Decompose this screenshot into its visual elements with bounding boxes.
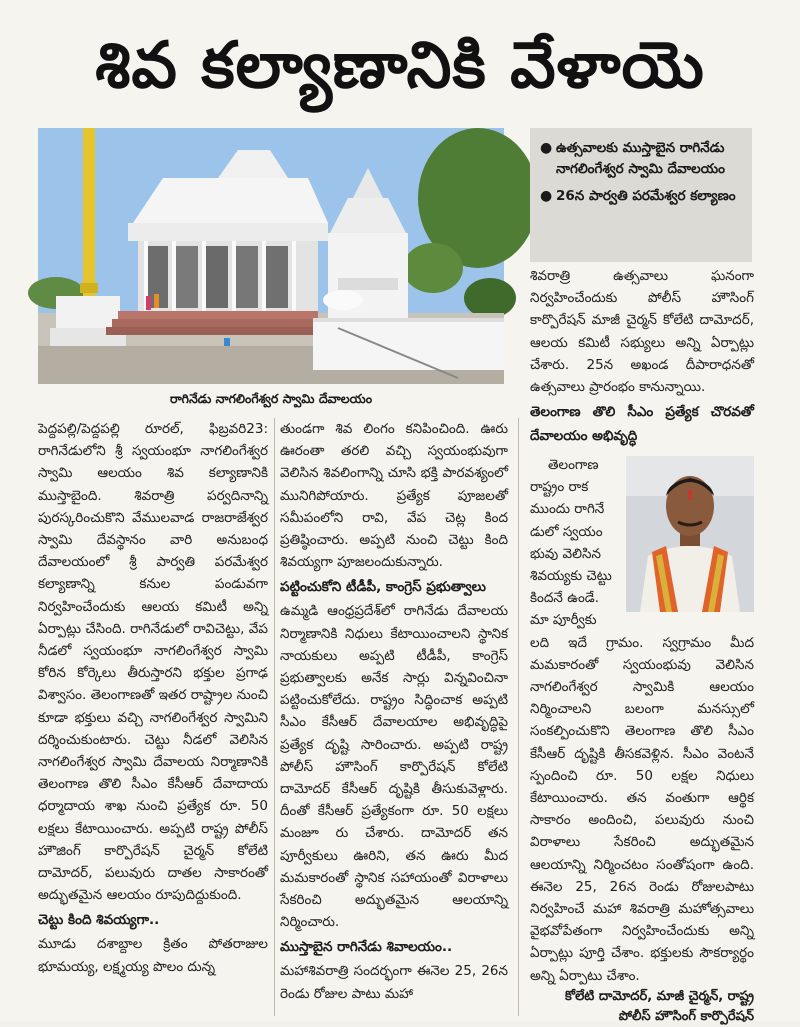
narrow-line: ముందు రాగినే <box>530 501 605 518</box>
bullet-icon: ● <box>540 188 553 204</box>
narrow-line: డులో స్వయం <box>530 523 603 540</box>
highlight-text: ఉత్సవాలకు ముస్తాబైన రాగినేడు నాగలింగేశ్వర స్వామి దేవాలయం <box>556 140 725 177</box>
subheading: చెట్టు కింది శివయ్యగా.. <box>38 912 160 929</box>
paragraph: మూడు దశాబ్దాల క్రితం పోతరాజుల భూమయ్య, లక్ష్మయ్య పొలం దున్న <box>38 936 268 975</box>
highlight-item <box>540 138 742 180</box>
narrow-line: మా పూర్వీకు <box>530 612 597 629</box>
article-column-1 <box>38 418 268 1018</box>
temple-photo <box>38 128 504 384</box>
paragraph: మహాశివరాత్రి సందర్భంగా ఈనెల 25, 26న రెండు రోజుల పాటు మహా <box>280 963 508 1002</box>
narrow-line: రాష్ట్రం రాక <box>530 479 589 496</box>
intro-paragraph: పెద్దపల్లి/పెద్దపల్లి రూరల్, ఫిబ్రవరి23: రాగినేడులోని శ్రీ స్వయంభూ నాగలింగేశ్వర స్వామి ఆలయం శివ కల్యాణానికి ముస్తాబైంది. శివరాత్రి పర్వదినాన్ని పురస్కరించుకొని వేములవాడ రాజరాజేశ్వర స్వామి దేవస్థానం వారి అనుబంధ దేవాలయంలో శ్రీ పార్వతి పరమేశ్వర కల్యాణాన్ని కనుల పండువగా నిర్వహించేందుకు ఆలయ కమిటీ అన్ని ఏర్పాట్లు చేసింది. రాగినేడులో రావిచెట్టు, వేప నీడలో స్వయంభూ నాగలింగేశ్వర స్వామి కోరిన కోర్కెలు తీరుస్తారని భక్తుల ప్రగాఢ విశ్వాసం. తెలంగాణతో ఇతర రాష్ట్రాల నుంచి కూడా భక్తులు వచ్చి నాగలింగేశ్వర స్వామిని దర్శించుకుంటారు. చెట్టు నీడలో వెలిసిన నాగలింగేశ్వర స్వామి దేవాలయ నిర్మాణానికి తెలంగాణ తొలి సీఎం కేసీఆర్ దేవాదాయ ధర్మాదాయ శాఖ నుంచి ప్రత్యేక రూ. 50 లక్షలు కేటాయించారు. అప్పటి రాష్ట్ర పోలీస్ హౌజింగ్ కార్పొరేషన్ చైర్మన్ కోలేటి దామోదర్, పలువురు దాతల సాకారంతో అద్భుతమైన ఆలయం రూపుదిద్దుకుంది. <box>38 421 268 904</box>
damodar-portrait <box>626 456 754 612</box>
paragraph: ఉమ్మడి ఆంధ్రప్రదేశ్‌లో రాగినేడు దేవాలయ నిర్మాణానికి నిధులు కేటాయించాలని స్థానిక నాయకులు అప్పటి టీడీపీ, కాంగ్రెస్ ప్రభుత్వాలకు అనేక సార్లు విన్నవించినా పట్టించుకోలేదు. రాష్ట్రం సిద్ధించాక అప్పటి సీఎం కేసీఆర్ దేవాలయాల అభివృద్ధిపై ప్రత్యేక దృష్టి సారించారు. అప్పటి రాష్ట్ర పోలీస్ హౌసింగ్ కార్పొరేషన్ కోలేటి దామోదర్ కేసీఆర్ దృష్టికి తీసుకువెళ్లారు. దీంతో కేసీఆర్ ప్రత్యేకంగా రూ. 50 లక్షలు మంజూ రు చేశారు. దామోదర్ తన పూర్వీకులు ఊరిని, తన ఊరు మీద మమకారంతో స్థానిక సహాయంతో విరాళాలు సేకరించి అద్భుతమైన ఆలయాన్ని నిర్మించారు. <box>280 603 508 931</box>
subheading: పట్టించుకోని టీడీపీ, కాంగ్రెస్ ప్రభుత్వాలు <box>280 579 486 596</box>
column-divider <box>518 418 519 1016</box>
narrow-line: కిందనే ఉండే. <box>530 590 600 607</box>
column-divider <box>274 418 275 1016</box>
article-column-3-top <box>530 265 754 455</box>
photo-caption: రాగినేడు నాగలింగేశ్వర స్వామి దేవాలయం <box>169 391 373 406</box>
subheading: తెలంగాణ తొలి సీఎం ప్రత్యేక చొరవతో దేవాలయం అభివృద్ధి <box>530 404 754 445</box>
headline: శివ కల్యాణానికి వేళాయె <box>95 29 705 103</box>
paragraph: శివరాత్రి ఉత్సవాలు ఘనంగా నిర్వహించేందుకు పోలీస్ హౌసింగ్ కార్పొరేషన్ మాజీ చైర్మన్ కోలేటి దామోదర్, ఆలయ కమిటీ సభ్యులు అన్ని ఏర్పాట్లు చేశారు. 25న అఖండ దీపారాధనతో ఉత్సవాలు ప్రారంభం కానున్నాయి. <box>530 268 754 396</box>
quote-byline: పోలీస్ హౌసింగ్ కార్పొరేషన్ <box>618 1008 754 1024</box>
quote-byline: కోలేటి దామోదర్, మాజీ చైర్మన్, రాష్ట్ర <box>565 988 754 1004</box>
bullet-icon: ● <box>540 140 553 156</box>
subheading: ముస్తాబైన రాగినేడు శివాలయం.. <box>280 939 453 956</box>
narrow-line: శివయ్యకు చెట్టు <box>530 568 612 585</box>
paragraph: లది ఇదే గ్రామం. స్వగ్రామం మీద మమకారంతో స్వయంభువు వెలిసిన నాగలింగేశ్వర స్వామికి ఆలయం నిర్మించాలని బలంగా మనస్సులో సంకల్పించుకొని తెలంగాణ తొలి సీఎం కేసీఆర్ దృష్టికి తీసకవెళ్లిన. సీఎం వెంటనే స్పందించి రూ. 50 లక్షల నిధులు కేటాయించారు. తన వంతుగా ఆర్థిక సాకారం అందించి, పలువురు నుంచి విరాళాలు సేకరించి అద్భుతమైన ఆలయాన్ని నిర్మించటం సంతోషంగా ఉంది. ఈనెల 25, 26న రెండు రోజులపాటు నిర్వహించే మహా శివరాత్రి మహోత్సవాలు వైభవోపేతంగా నిర్వహించేందుకు అన్ని ఏర్పాట్లు పూర్తి చేశాం. భక్తులకు సౌకర్యార్థం అన్ని ఏర్పాటు చేశాం. <box>530 634 754 984</box>
article-column-2 <box>280 418 508 1018</box>
highlights-box <box>530 128 752 262</box>
highlight-text: 26న పార్వతి పరమేశ్వర కల్యాణం <box>556 188 736 204</box>
highlight-item <box>540 186 742 207</box>
narrow-line: భువు వెలిసిన <box>530 545 602 562</box>
narrow-line: తెలంగాణ <box>548 457 599 473</box>
paragraph: తుండగా శివ లింగం కనిపించింది. ఊరు ఊరంతా తరలి వచ్చి స్వయంభువుగా వెలిసిన శివలింగాన్ని చూసి భక్తి పారవశ్యంలో మునిగిపోయారు. ప్రత్యేక పూజలతో సమీపంలోని రావి, వేప చెట్ల కింద ప్రతిష్ఠించారు. అప్పటి నుంచి చెట్టు కింది శివయ్యగా పూజలందుకున్నారు. <box>280 421 508 571</box>
